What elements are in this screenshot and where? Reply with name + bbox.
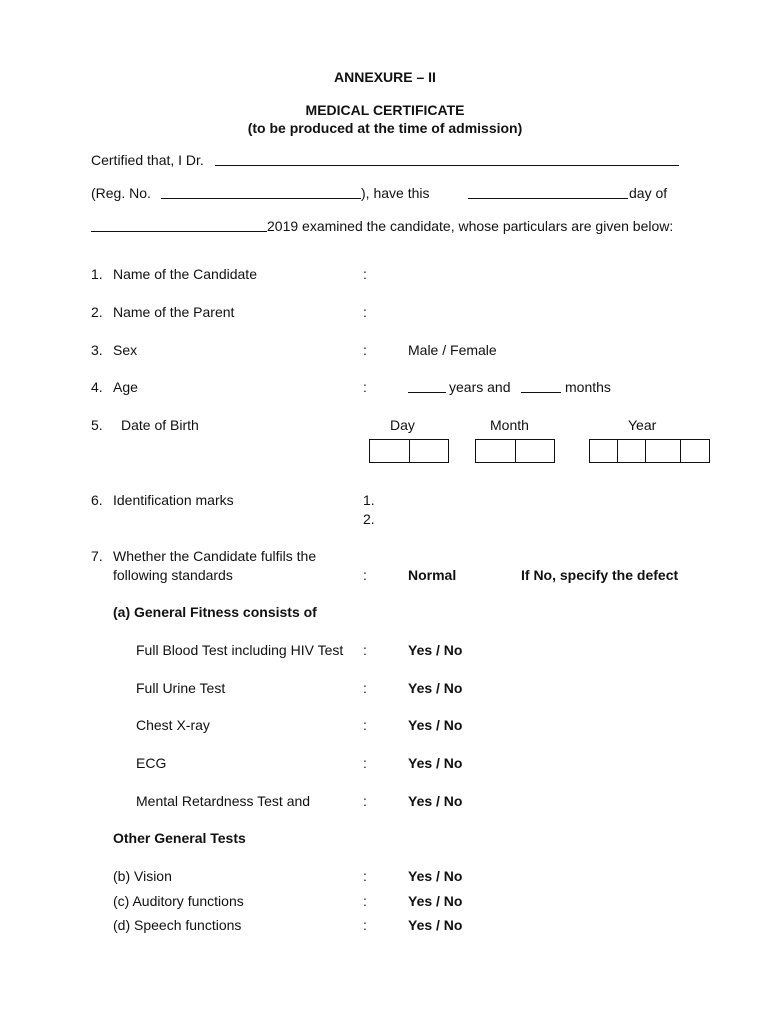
standards-label-line2: following standards: [113, 567, 233, 583]
doctor-name-line[interactable]: [215, 165, 679, 166]
identification-mark-2: 2.: [363, 511, 375, 527]
annexure-heading: ANNEXURE – II: [334, 69, 436, 85]
colon: :: [363, 893, 367, 909]
years-and-text: years and: [449, 379, 511, 395]
test-label: Full Blood Test including HIV Test: [136, 642, 344, 658]
yes-no-option[interactable]: Yes / No: [408, 680, 463, 696]
dob-day-label: Day: [390, 417, 415, 433]
dob-year-label: Year: [628, 417, 657, 433]
colon: :: [363, 868, 367, 884]
dob-year-box-3[interactable]: [645, 439, 681, 463]
document-title: MEDICAL CERTIFICATE: [305, 102, 465, 118]
reg-text: (Reg. No.: [91, 185, 151, 201]
parent-name-label: Name of the Parent: [113, 304, 235, 320]
test-label: ECG: [136, 755, 167, 771]
yes-no-option[interactable]: Yes / No: [408, 893, 463, 909]
colon: :: [363, 680, 367, 696]
colon: :: [363, 917, 367, 933]
item-number: 4.: [91, 379, 103, 395]
standards-label-line1: Whether the Candidate fulfils the: [113, 548, 317, 564]
document-subtitle: (to be produced at the time of admission): [247, 120, 523, 136]
certified-text: Certified that, I Dr.: [91, 152, 204, 168]
identification-mark-1: 1.: [363, 492, 375, 508]
colon: :: [363, 793, 367, 809]
month-line[interactable]: [91, 231, 267, 232]
yes-no-option[interactable]: Yes / No: [408, 717, 463, 733]
dob-label: Date of Birth: [121, 417, 199, 433]
item-number: 1.: [91, 266, 103, 282]
examined-text: 2019 examined the candidate, whose particulars are given below:: [267, 218, 674, 234]
dob-day-box-2[interactable]: [409, 439, 449, 463]
age-months-line[interactable]: [521, 392, 561, 393]
yes-no-option[interactable]: Yes / No: [408, 755, 463, 771]
dob-month-label: Month: [490, 417, 529, 433]
test-label: Full Urine Test: [136, 680, 226, 696]
identification-label: Identification marks: [113, 492, 234, 508]
have-this-text: ), have this: [361, 185, 430, 201]
item-number: 7.: [91, 548, 103, 564]
colon: :: [363, 342, 367, 358]
test-label: (c) Auditory functions: [113, 893, 244, 909]
colon: :: [363, 755, 367, 771]
sex-value[interactable]: Male / Female: [408, 342, 497, 358]
day-line[interactable]: [468, 198, 628, 199]
normal-column-header: Normal: [408, 567, 457, 583]
yes-no-option[interactable]: Yes / No: [408, 868, 463, 884]
dob-year-box-4[interactable]: [680, 439, 710, 463]
dob-year-box-2[interactable]: [617, 439, 646, 463]
day-of-text: day of: [629, 185, 668, 201]
candidate-name-label: Name of the Candidate: [113, 266, 257, 282]
item-number: 5.: [91, 417, 103, 433]
colon: :: [363, 304, 367, 320]
dob-year-box-1[interactable]: [589, 439, 618, 463]
item-number: 2.: [91, 304, 103, 320]
dob-day-box-1[interactable]: [369, 439, 410, 463]
colon: :: [363, 642, 367, 658]
defect-column-header: If No, specify the defect: [521, 567, 679, 583]
test-label: (d) Speech functions: [113, 917, 242, 933]
dob-month-box-1[interactable]: [475, 439, 516, 463]
age-label: Age: [113, 379, 138, 395]
yes-no-option[interactable]: Yes / No: [408, 642, 463, 658]
other-tests-heading: Other General Tests: [113, 830, 246, 846]
dob-month-box-2[interactable]: [515, 439, 555, 463]
test-label: (b) Vision: [113, 868, 172, 884]
yes-no-option[interactable]: Yes / No: [408, 793, 463, 809]
colon: :: [363, 717, 367, 733]
item-number: 3.: [91, 342, 103, 358]
yes-no-option[interactable]: Yes / No: [408, 917, 463, 933]
test-label: Mental Retardness Test and: [136, 793, 311, 809]
colon: :: [363, 567, 367, 583]
months-text: months: [565, 379, 611, 395]
sex-label: Sex: [113, 342, 138, 358]
colon: :: [363, 266, 367, 282]
item-number: 6.: [91, 492, 103, 508]
colon: :: [363, 379, 367, 395]
general-fitness-heading: (a) General Fitness consists of: [113, 604, 317, 620]
test-label: Chest X-ray: [136, 717, 210, 733]
age-years-line[interactable]: [408, 392, 446, 393]
reg-number-line[interactable]: [161, 198, 361, 199]
